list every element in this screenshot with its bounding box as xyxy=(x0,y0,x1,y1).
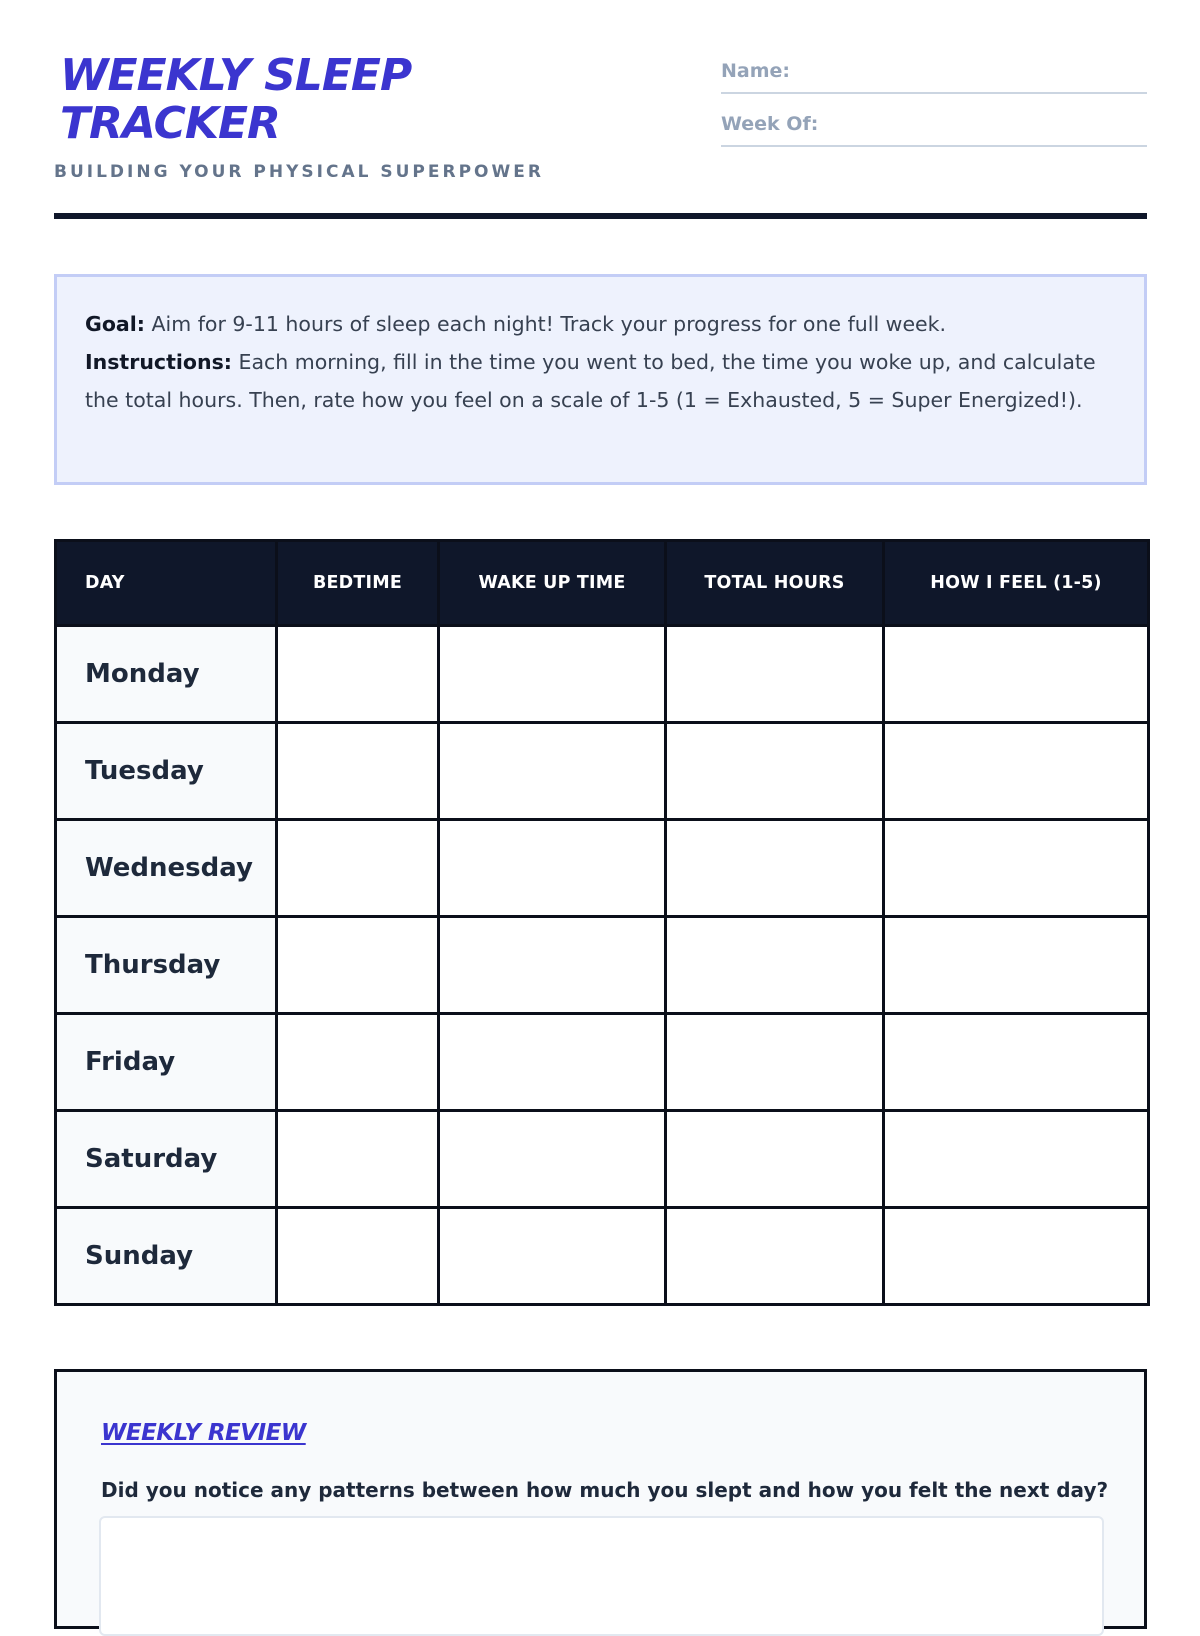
day-label: Friday xyxy=(56,1014,277,1111)
wake-up-time-cell[interactable] xyxy=(439,820,666,917)
day-label: Saturday xyxy=(56,1111,277,1208)
day-label: Monday xyxy=(56,626,277,723)
total-hours-cell[interactable] xyxy=(666,723,884,820)
table-row xyxy=(56,1111,1149,1208)
total-hours-cell[interactable] xyxy=(666,626,884,723)
bedtime-cell[interactable] xyxy=(277,917,439,1014)
feeling-rating-cell[interactable] xyxy=(884,1014,1149,1111)
day-label: Thursday xyxy=(56,917,277,1014)
total-hours-cell[interactable] xyxy=(666,820,884,917)
wake-up-time-cell[interactable] xyxy=(439,626,666,723)
goal-instructions-box xyxy=(54,274,1147,485)
name-field[interactable] xyxy=(721,54,1147,94)
header-divider xyxy=(54,213,1147,219)
bedtime-cell[interactable] xyxy=(277,820,439,917)
bedtime-cell[interactable] xyxy=(277,1111,439,1208)
instructions-label: Instructions: xyxy=(85,350,232,374)
table-row xyxy=(56,820,1149,917)
table-row xyxy=(56,723,1149,820)
wake-up-time-cell[interactable] xyxy=(439,1014,666,1111)
goal-text: Aim for 9-11 hours of sleep each night! Track your progress for one full week. xyxy=(144,312,947,336)
page-title: WEEKLY SLEEP TRACKER xyxy=(60,50,412,149)
bedtime-cell[interactable] xyxy=(277,1014,439,1111)
wake-up-time-cell[interactable] xyxy=(439,1111,666,1208)
total-hours-cell[interactable] xyxy=(666,1208,884,1305)
day-label: Wednesday xyxy=(56,820,277,917)
student-info-fields xyxy=(721,54,1147,160)
wake-up-time-cell[interactable] xyxy=(439,917,666,1014)
header xyxy=(54,0,1147,220)
column-header-wake-up-time: WAKE UP TIME xyxy=(439,541,666,626)
feeling-rating-cell[interactable] xyxy=(884,1208,1149,1305)
goal-label: Goal: xyxy=(85,312,145,336)
feeling-rating-cell[interactable] xyxy=(884,723,1149,820)
bedtime-cell[interactable] xyxy=(277,626,439,723)
column-header-bedtime: BEDTIME xyxy=(277,541,439,626)
instructions-line xyxy=(85,343,1116,419)
weekly-review-question: Did you notice any patterns between how much you slept and how you felt the next day? xyxy=(101,1478,1109,1502)
bedtime-cell[interactable] xyxy=(277,723,439,820)
table-row xyxy=(56,1014,1149,1111)
sleep-tracker-table xyxy=(54,539,1150,1306)
name-label: Name: xyxy=(721,60,791,82)
wake-up-time-cell[interactable] xyxy=(439,1208,666,1305)
table-row xyxy=(56,917,1149,1014)
instructions-text: Each morning, fill in the time you went to bed, the time you woke up, and calculate the total hours. Then, rate how you feel on a scale of 1-5 (1 = Exhausted, 5 = Super Energized!). xyxy=(85,350,1096,412)
worksheet-page xyxy=(54,0,1147,1502)
table-row xyxy=(56,626,1149,723)
goal-line xyxy=(85,305,1116,343)
table-row xyxy=(56,1208,1149,1305)
column-header-total-hours: TOTAL HOURS xyxy=(666,541,884,626)
page-subtitle: BUILDING YOUR PHYSICAL SUPERPOWER xyxy=(54,162,544,182)
day-label: Sunday xyxy=(56,1208,277,1305)
feeling-rating-cell[interactable] xyxy=(884,626,1149,723)
weekly-review-section xyxy=(54,1369,1147,1629)
column-header-how-i-feel: HOW I FEEL (1-5) xyxy=(884,541,1149,626)
total-hours-cell[interactable] xyxy=(666,1111,884,1208)
feeling-rating-cell[interactable] xyxy=(884,1111,1149,1208)
column-header-day: DAY xyxy=(56,541,277,626)
week-of-label: Week Of: xyxy=(721,113,819,135)
week-of-field[interactable] xyxy=(721,107,1147,147)
feeling-rating-cell[interactable] xyxy=(884,820,1149,917)
total-hours-cell[interactable] xyxy=(666,1014,884,1111)
table-header-row xyxy=(56,541,1149,626)
day-label: Tuesday xyxy=(56,723,277,820)
total-hours-cell[interactable] xyxy=(666,917,884,1014)
bedtime-cell[interactable] xyxy=(277,1208,439,1305)
weekly-review-answer-box[interactable] xyxy=(99,1516,1104,1636)
weekly-review-title: WEEKLY REVIEW xyxy=(101,1420,306,1446)
feeling-rating-cell[interactable] xyxy=(884,917,1149,1014)
wake-up-time-cell[interactable] xyxy=(439,723,666,820)
